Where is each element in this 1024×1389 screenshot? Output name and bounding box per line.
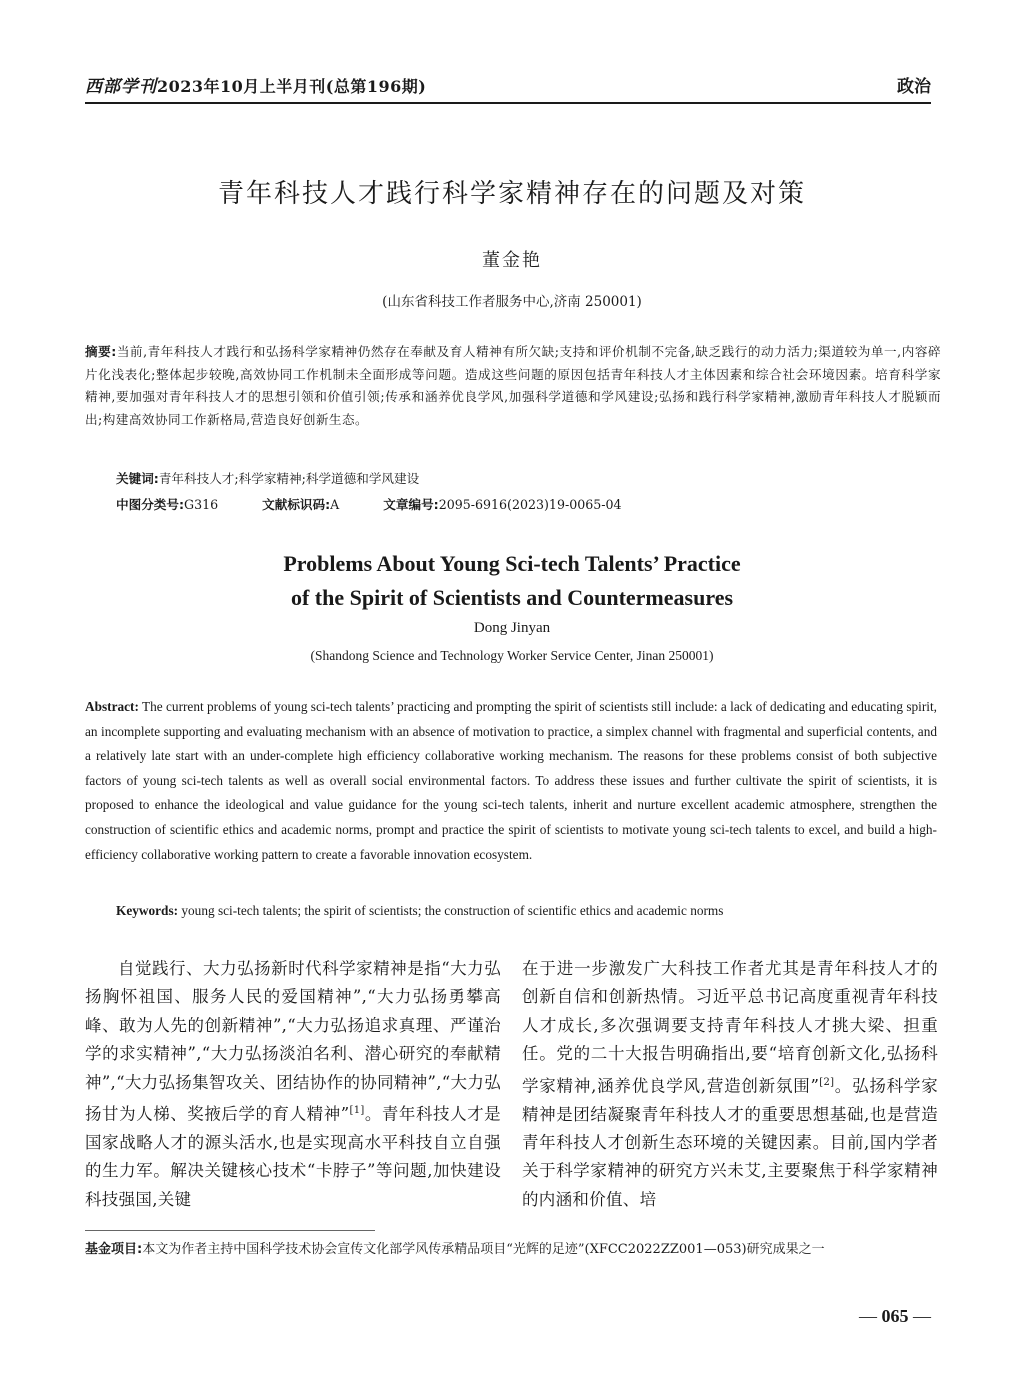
article-title-en (0, 547, 1024, 615)
clc-code: 中图分类号:G316 (116, 497, 219, 512)
citation-1: [1] (349, 1105, 365, 1117)
abstract-en (85, 695, 937, 867)
footnote-divider (85, 1230, 375, 1231)
abstract-cn-label: 摘要: (85, 344, 117, 359)
classification-row (116, 494, 936, 513)
page-number: — 065 — (859, 1306, 931, 1326)
author-cn: 董金艳 (482, 250, 542, 271)
issue-label: 2023年10月上半月刊(总第196期) (157, 77, 427, 96)
section-label: 政治 (897, 77, 931, 97)
keywords-en (116, 903, 723, 919)
keywords-cn-label: 关键词: (116, 471, 159, 486)
citation-2: [2] (819, 1076, 835, 1088)
body-column-left: 自觉践行、大力弘扬新时代科学家精神是指“大力弘扬胸怀祖国、服务人民的爱国精神”,“大力弘扬勇攀高峰、敢为人先的创新精神”,“大力弘扬追求真理、严谨治学的求实精神”,“大力弘扬淡泊名利、潜心研究的奉献精神”,“大力弘扬集智攻关、团结协作的协同精神”,“大力弘扬甘为人梯、奖掖后学的育人精神”[1]。青年科技人才是国家战略人才的源头活水,也是实现高水平科技自立自强的生力军。解决关键核心技术“卡脖子”等问题,加快建设科技强国,关键 (85, 959, 501, 1209)
article-title-cn: 青年科技人才践行科学家精神存在的问题及对策 (217, 179, 806, 209)
keywords-en-text: young sci-tech talents; the spirit of scientists; the construction of scientific ethics and academic norms (178, 903, 724, 918)
footnote-label: 基金项目: (85, 1242, 143, 1257)
author-en: Dong Jinyan (473, 620, 551, 636)
affiliation-en: (Shandong Science and Technology Worker Service Center, Jinan 250001) (310, 648, 714, 663)
affiliation-cn: (山东省科技工作者服务中心,济南 250001) (382, 294, 642, 310)
journal-logo: 西部学刊 (85, 77, 157, 97)
header-journal-issue (85, 72, 426, 97)
funding-footnote (85, 1240, 941, 1260)
abstract-cn (85, 341, 941, 431)
keywords-en-label: Keywords: (116, 903, 179, 918)
article-number: 文章编号:2095-6916(2023)19-0065-04 (383, 497, 622, 512)
footnote-text: 本文为作者主持中国科学技术协会宣传文化部学风传承精品项目“光辉的足迹”(XFCC2022ZZ001—053)研究成果之一 (142, 1242, 825, 1257)
running-header (85, 68, 931, 104)
keywords-cn (116, 468, 419, 487)
body-column-right: 在于进一步激发广大科技工作者尤其是青年科技人才的创新自信和创新热情。习近平总书记高度重视青年科技人才成长,多次强调要支持青年科技人才挑大梁、担重任。党的二十大报告明确指出,要“培育创新文化,弘扬科学家精神,涵养优良学风,营造创新氛围”[2]。弘扬科学家精神是团结凝聚青年科技人才的重要思想基础,也是营造青年科技人才创新生态环境的关键因素。目前,国内学者关于科学家精神的研究方兴未艾,主要聚焦于科学家精神的内涵和价值、培 (522, 959, 938, 1209)
keywords-cn-text: 青年科技人才;科学家精神;科学道德和学风建设 (158, 471, 420, 486)
abstract-en-text: The current problems of young sci-tech talents’ practicing and prompting the spirit of scientists still include: a lack of dedicating and educating spirit, an incomplete supporting and evaluating mechanism with an absence of motivation to practice, a simplex channel with fragmental and superficial contents, and a relatively late start with an under-complete high efficiency collaborative working mechanism. The reasons for these problems consist of both subjective factors of young sci-tech talents as well as overall social environmental factors. To address these issues and further cultivate the spirit of scientists, it is proposed to enhance the ideological and value guidance for the young sci-tech talents, inherit and nurture excellent academic atmosphere, strengthen the construction of scientific ethics and academic norms, prompt and practice the spirit of scientists to motivate young sci-tech talents to excel, and build a high-efficiency collaborative working pattern to create a favorable innovation ecosystem. (85, 699, 937, 862)
document-code: 文献标识码:A (262, 497, 340, 512)
title-en-line-2: of the Spirit of Scientists and Countermeasures (290, 585, 734, 610)
title-en-line-1: Problems About Young Sci-tech Talents’ Practice (283, 551, 741, 576)
abstract-en-label: Abstract: (85, 699, 139, 714)
abstract-cn-text: 当前,青年科技人才践行和弘扬科学家精神仍然存在奉献及育人精神有所欠缺;支持和评价机制不完备,缺乏践行的动力活力;渠道较为单一,内容碎片化浅表化;整体起步较晚,高效协同工作机制未全面形成等问题。造成这些问题的原因包括青年科技人才主体因素和综合社会环境因素。培育科学家精神,要加强对青年科技人才的思想引领和价值引领;传承和涵养优良学风,加强科学道德和学风建设;弘扬和践行科学家精神,激励青年科技人才脱颖而出;构建高效协同工作新格局,营造良好创新生态。 (85, 344, 942, 427)
